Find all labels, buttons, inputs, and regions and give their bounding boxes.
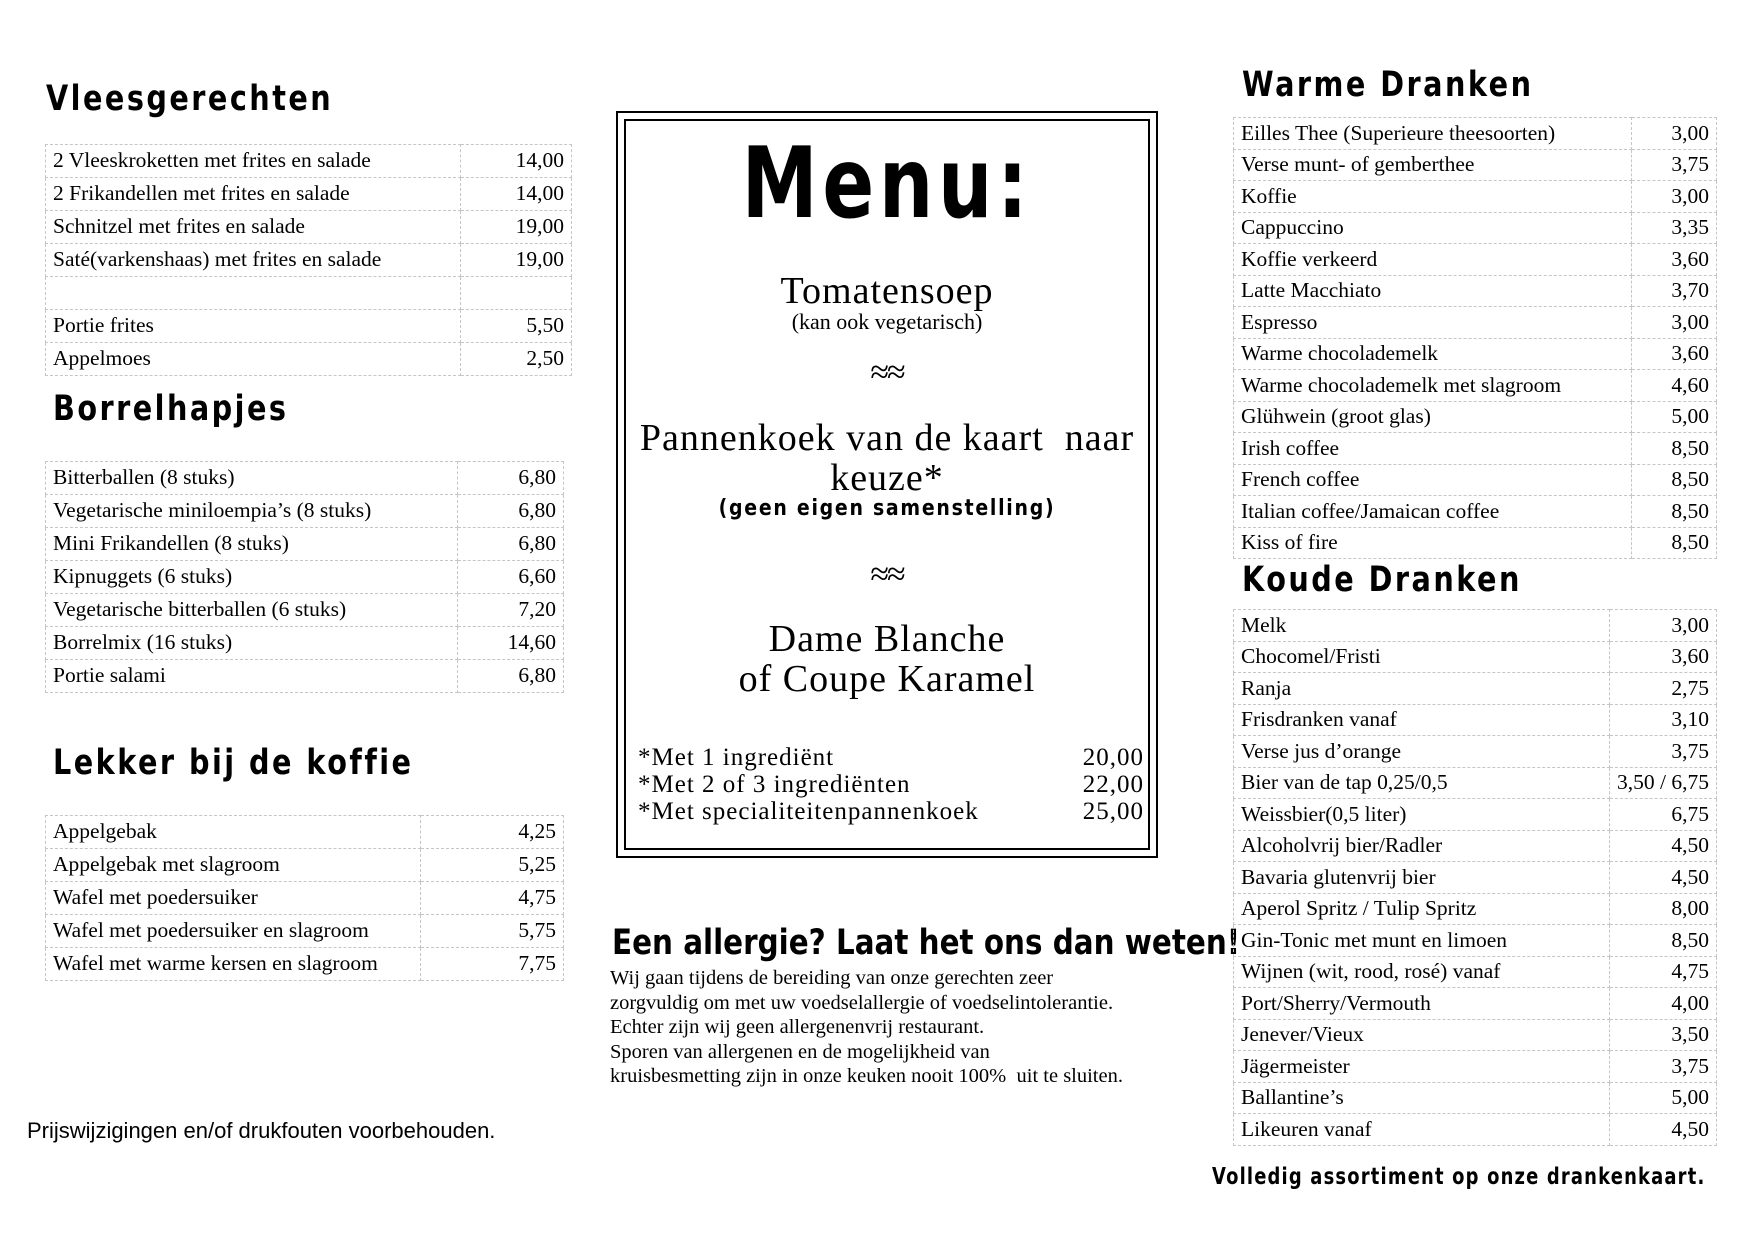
item-price: 5,50 [461, 310, 572, 343]
item-name: Chocomel/Fristi [1234, 641, 1610, 673]
soup-note: (kan ook vegetarisch) [791, 309, 983, 334]
item-price: 4,75 [1610, 956, 1717, 988]
menu-row [1234, 370, 1717, 402]
pancake-prices [638, 744, 1144, 825]
item-name: Vegetarische miniloempia’s (8 stuks) [46, 495, 458, 528]
footer-note: Volledig assortiment op onze drankenkaart. [1212, 1164, 1706, 1190]
item-name: Kipnuggets (6 stuks) [46, 561, 458, 594]
item-price: 3,70 [1632, 275, 1717, 307]
separator-1: ≈≈ [870, 354, 904, 391]
pancake-price-value: 22,00 [1082, 771, 1144, 798]
item-price: 4,75 [421, 882, 564, 915]
menu-row [1234, 736, 1717, 768]
item-price: 5,00 [1610, 1082, 1717, 1114]
menu-row [1234, 704, 1717, 736]
menu-row [46, 561, 564, 594]
menu-row [46, 915, 564, 948]
item-name: Koffie [1234, 181, 1632, 213]
item-price: 8,50 [1632, 433, 1717, 465]
item-name: Italian coffee/Jamaican coffee [1234, 496, 1632, 528]
item-price: 19,00 [461, 211, 572, 244]
menu-row [1234, 956, 1717, 988]
item-name: Espresso [1234, 307, 1632, 339]
item-name: Borrelmix (16 stuks) [46, 627, 458, 660]
menu-row [46, 145, 572, 178]
price-disclaimer: Prijswijzigingen en/of drukfouten voorbehouden. [27, 1118, 496, 1143]
item-price: 6,75 [1610, 799, 1717, 831]
item-price: 4,25 [421, 816, 564, 849]
pancake-price-label: *Met 1 ingrediënt [638, 744, 835, 771]
item-name: Koffie verkeerd [1234, 244, 1632, 276]
item-price: 5,75 [421, 915, 564, 948]
menu-row [1234, 181, 1717, 213]
menu-row [46, 343, 572, 376]
menu-row [1234, 275, 1717, 307]
item-price: 2,50 [461, 343, 572, 376]
menu-row [46, 211, 572, 244]
menu-title: Menu: [741, 127, 1033, 241]
menu-row [1234, 527, 1717, 559]
menu-row [1234, 496, 1717, 528]
pancake-block [618, 418, 1156, 520]
item-price: 14,60 [458, 627, 564, 660]
item-name: Glühwein (groot glas) [1234, 401, 1632, 433]
menu-row [1234, 925, 1717, 957]
section-heading-koffie: Lekker bij de koffie [53, 743, 414, 783]
item-name: Appelgebak met slagroom [46, 849, 421, 882]
pancake-price-row [638, 771, 1144, 798]
item-name: Appelgebak [46, 816, 421, 849]
menu-row [46, 310, 572, 343]
menu-row [1234, 893, 1717, 925]
item-name: Portie frites [46, 310, 461, 343]
item-price: 8,50 [1632, 464, 1717, 496]
item-name: Wijnen (wit, rood, rosé) vanaf [1234, 956, 1610, 988]
menu-row [1234, 433, 1717, 465]
pancake-price-label: *Met 2 of 3 ingrediënten [638, 771, 911, 798]
item-price [461, 277, 572, 310]
item-price: 4,50 [1610, 1114, 1717, 1146]
item-price: 3,35 [1632, 212, 1717, 244]
section-heading-borrelhapjes: Borrelhapjes [53, 389, 289, 429]
pancake-price-row [638, 744, 1144, 771]
item-price: 6,80 [458, 528, 564, 561]
item-price: 6,60 [458, 561, 564, 594]
menu-row [46, 462, 564, 495]
item-price: 14,00 [461, 178, 572, 211]
menu-row [46, 948, 564, 981]
menu-row [46, 816, 564, 849]
item-price: 3,60 [1632, 338, 1717, 370]
warme-dranken-table [1233, 117, 1717, 559]
item-price: 5,00 [1632, 401, 1717, 433]
item-name: Jägermeister [1234, 1051, 1610, 1083]
item-price: 5,25 [421, 849, 564, 882]
item-name: Appelmoes [46, 343, 461, 376]
item-name: Verse jus d’orange [1234, 736, 1610, 768]
menu-row [1234, 673, 1717, 705]
menu-row [46, 244, 572, 277]
item-name: Gin-Tonic met munt en limoen [1234, 925, 1610, 957]
item-name: Wafel met poedersuiker [46, 882, 421, 915]
item-price: 8,50 [1632, 527, 1717, 559]
section-heading-warme-dranken: Warme Dranken [1242, 65, 1534, 105]
item-price: 3,10 [1610, 704, 1717, 736]
item-name: Warme chocolademelk met slagroom [1234, 370, 1632, 402]
item-price: 8,00 [1610, 893, 1717, 925]
menu-row [1234, 244, 1717, 276]
allergy-line: zorgvuldig om met uw voedselallergie of voedselintolerantie. [610, 991, 1114, 1014]
item-price: 7,20 [458, 594, 564, 627]
menu-row [1234, 799, 1717, 831]
section-heading-vleesgerechten: Vleesgerechten [46, 79, 334, 119]
item-name [46, 277, 461, 310]
item-name: Port/Sherry/Vermouth [1234, 988, 1610, 1020]
menu-row [46, 495, 564, 528]
item-name: Schnitzel met frites en salade [46, 211, 461, 244]
item-name: French coffee [1234, 464, 1632, 496]
menu-row [46, 627, 564, 660]
koffie-table [45, 815, 564, 981]
item-price: 3,60 [1632, 244, 1717, 276]
item-name: Weissbier(0,5 liter) [1234, 799, 1610, 831]
item-name: Saté(varkenshaas) met frites en salade [46, 244, 461, 277]
menu-row [46, 528, 564, 561]
menu-row [1234, 338, 1717, 370]
item-name: Wafel met poedersuiker en slagroom [46, 915, 421, 948]
item-name: Warme chocolademelk [1234, 338, 1632, 370]
item-price: 3,75 [1632, 149, 1717, 181]
menu-row [1234, 1082, 1717, 1114]
item-price: 3,00 [1632, 181, 1717, 213]
menu-row [46, 277, 572, 310]
item-price: 4,60 [1632, 370, 1717, 402]
allergy-line: Echter zijn wij geen allergenenvrij restaurant. [610, 1016, 985, 1038]
dessert-line-1: Dame Blanche [768, 618, 1006, 660]
item-price: 7,75 [421, 948, 564, 981]
item-name: Melk [1234, 610, 1610, 642]
menu-row [46, 178, 572, 211]
menu-row [1234, 862, 1717, 894]
pancake-price-label: *Met specialiteitenpannenkoek [638, 798, 979, 825]
allergy-text [610, 966, 1123, 1089]
dessert-line-2: of Coupe Karamel [738, 658, 1036, 700]
item-price: 8,50 [1632, 496, 1717, 528]
item-name: Bier van de tap 0,25/0,5 [1234, 767, 1610, 799]
menu-row [1234, 767, 1717, 799]
item-name: Alcoholvrij bier/Radler [1234, 830, 1610, 862]
item-name: Vegetarische bitterballen (6 stuks) [46, 594, 458, 627]
allergy-line: kruisbesmetting zijn in onze keuken nooit 100% uit te sluiten. [610, 1065, 1123, 1087]
item-name: Likeuren vanaf [1234, 1114, 1610, 1146]
menu-box [616, 111, 1158, 858]
allergy-line: Wij gaan tijdens de bereiding van onze gerechten zeer [610, 967, 1054, 989]
allergy-line: Sporen van allergenen en de mogelijkheid van [610, 1040, 990, 1063]
item-price: 3,60 [1610, 641, 1717, 673]
item-name: Portie salami [46, 660, 458, 693]
separator-2: ≈≈ [870, 556, 904, 593]
item-price: 8,50 [1610, 925, 1717, 957]
menu-row [46, 849, 564, 882]
item-name: 2 Vleeskroketten met frites en salade [46, 145, 461, 178]
pancake-price-value: 25,00 [1082, 798, 1144, 825]
menu-row [46, 660, 564, 693]
item-name: Wafel met warme kersen en slagroom [46, 948, 421, 981]
item-price: 3,00 [1632, 118, 1717, 150]
pancake-price-value: 20,00 [1082, 744, 1144, 771]
item-price: 4,50 [1610, 862, 1717, 894]
menu-row [1234, 1019, 1717, 1051]
menu-row [1234, 118, 1717, 150]
menu-row [1234, 464, 1717, 496]
item-price: 4,00 [1610, 988, 1717, 1020]
item-name: Bitterballen (8 stuks) [46, 462, 458, 495]
soup-block [618, 271, 1156, 333]
item-price: 2,75 [1610, 673, 1717, 705]
section-heading-koude-dranken: Koude Dranken [1242, 560, 1522, 600]
item-name: 2 Frikandellen met frites en salade [46, 178, 461, 211]
item-price: 3,50 [1610, 1019, 1717, 1051]
item-name: Kiss of fire [1234, 527, 1632, 559]
menu-row [1234, 212, 1717, 244]
pancake-price-row [638, 798, 1144, 825]
item-price: 6,80 [458, 660, 564, 693]
menu-row [1234, 988, 1717, 1020]
item-name: Irish coffee [1234, 433, 1632, 465]
item-name: Eilles Thee (Superieure theesoorten) [1234, 118, 1632, 150]
item-name: Ranja [1234, 673, 1610, 705]
item-name: Mini Frikandellen (8 stuks) [46, 528, 458, 561]
menu-row [46, 594, 564, 627]
vleesgerechten-table [45, 144, 572, 376]
item-price: 3,75 [1610, 1051, 1717, 1083]
item-name: Bavaria glutenvrij bier [1234, 862, 1610, 894]
menu-row [46, 882, 564, 915]
item-price: 6,80 [458, 462, 564, 495]
menu-row [1234, 307, 1717, 339]
menu-row [1234, 830, 1717, 862]
menu-row [1234, 149, 1717, 181]
pancake-line-1: Pannenkoek van de kaart naar [639, 417, 1135, 459]
item-name: Ballantine’s [1234, 1082, 1610, 1114]
soup-name: Tomatensoep [780, 270, 994, 312]
pancake-note: (geen eigen samenstelling) [718, 496, 1056, 521]
item-name: Frisdranken vanaf [1234, 704, 1610, 736]
item-name: Verse munt- of gemberthee [1234, 149, 1632, 181]
pancake-line-2: keuze* [830, 457, 944, 499]
menu-row [1234, 1114, 1717, 1146]
item-price: 3,00 [1610, 610, 1717, 642]
item-price: 14,00 [461, 145, 572, 178]
allergy-title: Een allergie? Laat het ons dan weten! [612, 923, 1241, 963]
menu-row [1234, 1051, 1717, 1083]
item-name: Latte Macchiato [1234, 275, 1632, 307]
item-name: Cappuccino [1234, 212, 1632, 244]
item-price: 4,50 [1610, 830, 1717, 862]
item-price: 3,00 [1632, 307, 1717, 339]
item-price: 3,50 / 6,75 [1610, 767, 1717, 799]
menu-row [1234, 641, 1717, 673]
item-price: 6,80 [458, 495, 564, 528]
item-price: 3,75 [1610, 736, 1717, 768]
dessert-block [618, 619, 1156, 699]
item-name: Aperol Spritz / Tulip Spritz [1234, 893, 1610, 925]
menu-row [1234, 401, 1717, 433]
item-price: 19,00 [461, 244, 572, 277]
item-name: Jenever/Vieux [1234, 1019, 1610, 1051]
borrelhapjes-table [45, 461, 564, 693]
menu-row [1234, 610, 1717, 642]
koude-dranken-table [1233, 609, 1717, 1146]
